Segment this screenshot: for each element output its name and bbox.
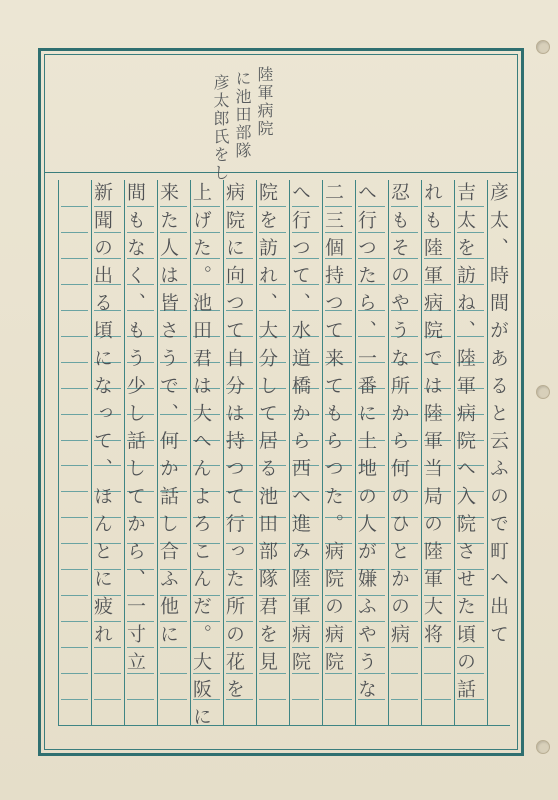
grid-cell-line <box>61 388 88 389</box>
grid-cell-line <box>61 595 88 596</box>
grid-cell-line <box>61 517 88 518</box>
text-column-7: へ行つて、水道橋から西へ進み陸軍病院 <box>289 182 311 679</box>
margin-note-line-2: に池田部隊 <box>233 70 252 160</box>
grid-cell-line <box>292 699 319 700</box>
text-column-4: 忍もそのやうな所から何のひとかの病 <box>388 182 410 652</box>
grid-cell-line <box>61 414 88 415</box>
text-column-3: れも陸軍病院では陸軍当局の陸軍大将 <box>421 182 443 652</box>
grid-cell-line <box>61 440 88 441</box>
grid-cell-line <box>61 621 88 622</box>
text-column-9: 病院に向つて自分は持つて行った所の花を <box>223 182 245 707</box>
grid-cell-line <box>127 699 154 700</box>
grid-cell-line <box>61 465 88 466</box>
grid-cell-line <box>325 699 352 700</box>
margin-note-line-3: 彦太郎氏をし <box>211 74 230 182</box>
binding-hole <box>536 385 550 399</box>
text-column-1: 彦太、時間があると云ふので町へ出て <box>487 182 509 652</box>
grid-cell-line <box>61 491 88 492</box>
grid-cell-line <box>424 673 451 674</box>
text-column-6: 二三個持つて来てもらつた。病院の病院 <box>322 182 344 679</box>
grid-cell-line <box>160 699 187 700</box>
grid-cell-line <box>61 362 88 363</box>
grid-cell-line <box>61 232 88 233</box>
text-column-11: 来た人は皆さうで、何か話し合ふ他に <box>157 182 179 652</box>
grid-cell-line <box>160 673 187 674</box>
text-column-10: 上げた。池田君は大へんよろこんだ。大阪に <box>190 182 212 734</box>
grid-cell-line <box>61 569 88 570</box>
grid-cell-line <box>61 258 88 259</box>
grid-cell-line <box>391 699 418 700</box>
text-column-5: へ行つたら、一番に土地の人が嫌ふやうな <box>355 182 377 707</box>
grid-cell-line <box>61 543 88 544</box>
grid-cell-line <box>61 699 88 700</box>
grid-column-line <box>58 180 59 725</box>
grid-cell-line <box>94 699 121 700</box>
binding-hole <box>536 740 550 754</box>
binding-hole <box>536 40 550 54</box>
grid-cell-line <box>61 647 88 648</box>
grid-bottom-line <box>58 725 510 726</box>
text-column-12: 間もなく、もう少し話してから、一寸立 <box>124 182 146 679</box>
grid-cell-line <box>391 673 418 674</box>
header-divider <box>44 172 518 173</box>
text-column-8: 院を訪れ、大分して居る池田部隊君を見 <box>256 182 278 679</box>
text-column-2: 吉太を訪ね、陸軍病院へ入院させた頃の話 <box>454 182 476 707</box>
grid-cell-line <box>424 699 451 700</box>
grid-cell-line <box>259 699 286 700</box>
grid-cell-line <box>94 673 121 674</box>
grid-cell-line <box>61 310 88 311</box>
grid-cell-line <box>61 284 88 285</box>
grid-cell-line <box>61 206 88 207</box>
margin-note-line-1: 陸軍病院 <box>255 66 274 138</box>
text-column-13: 新聞の出る頃になって、ほんとに疲れ <box>91 182 113 652</box>
grid-cell-line <box>61 673 88 674</box>
grid-cell-line <box>61 336 88 337</box>
